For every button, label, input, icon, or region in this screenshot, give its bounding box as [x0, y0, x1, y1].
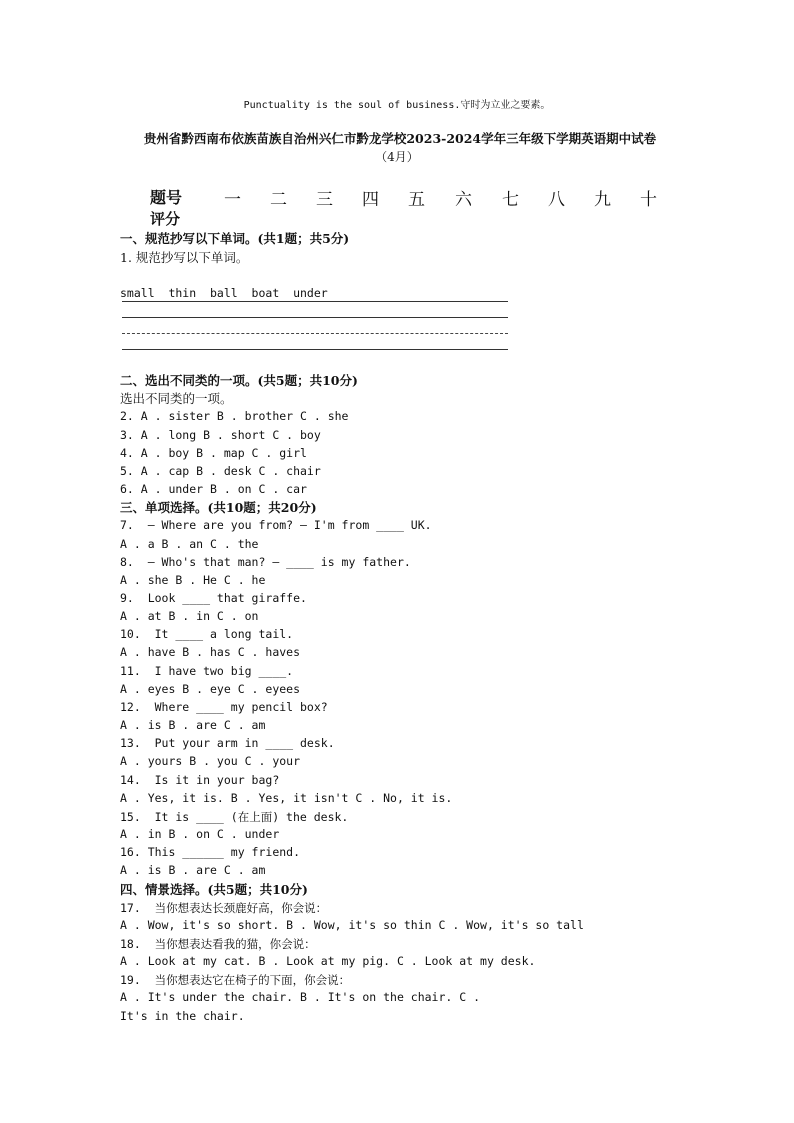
question-10: 10. It ____ a long tail. — [120, 627, 294, 641]
question-16-options: A . is B . are C . am — [120, 863, 266, 877]
score-col-10: 十 — [640, 190, 657, 210]
motto: Punctuality is the soul of business.守时为立业之要素。 — [243, 100, 551, 111]
section-3-heading: 三、单项选择。(共10题；共20分) — [120, 500, 317, 515]
question-4: 4. A . boy B . map C . girl — [120, 446, 307, 460]
question-19: 19. 当你想表达它在椅子的下面，你会说： — [120, 973, 351, 987]
score-table-head: 题号 — [150, 188, 183, 207]
score-col-2: 二 — [270, 190, 287, 210]
score-col-4: 四 — [362, 190, 379, 210]
copy-line-top — [122, 301, 508, 302]
question-2: 2. A . sister B . brother C . she — [120, 409, 349, 423]
question-11-options: A . eyes B . eye C . eyees — [120, 682, 301, 696]
score-col-6: 六 — [455, 190, 472, 210]
section-2-intro: 选出不同类的一项。 — [120, 391, 233, 406]
question-19-options: A . It's under the chair. B . It's on the chair. C . — [120, 990, 481, 1004]
question-18-options: A . Look at my cat. B . Look at my pig. C . Look at my desk. — [120, 954, 536, 968]
question-15: 15. It is ____ (在上面) the desk. — [120, 810, 349, 824]
copy-line-bottom — [122, 349, 508, 350]
question-12: 12. Where ____ my pencil box? — [120, 700, 328, 714]
section-1-heading: 一、规范抄写以下单词。(共1题；共5分) — [120, 231, 350, 246]
copy-line-middle — [122, 333, 508, 334]
question-15-options: A . in B . on C . under — [120, 827, 280, 841]
exam-subtitle: （4月） — [375, 150, 419, 164]
section-4-heading: 四、情景选择。(共5题；共10分) — [120, 882, 308, 897]
question-13: 13. Put your arm in ____ desk. — [120, 736, 335, 750]
score-col-7: 七 — [502, 190, 519, 210]
question-8-options: A . she B . He C . he — [120, 573, 266, 587]
question-9-options: A . at B . in C . on — [120, 609, 259, 623]
copy-line-upper — [122, 317, 508, 318]
exam-title: 贵州省黔西南布依族苗族自治州兴仁市黔龙学校2023-2024学年三年级下学期英语期中试卷 — [143, 131, 657, 146]
question-16: 16. This ______ my friend. — [120, 845, 301, 859]
question-11: 11. I have two big ____. — [120, 664, 294, 678]
question-17: 17. 当你想表达长颈鹿好高，你会说： — [120, 901, 328, 915]
question-18: 18. 当你想表达看我的猫，你会说： — [120, 937, 316, 951]
question-5: 5. A . cap B . desk C . chair — [120, 464, 321, 478]
question-7: 7. — Where are you from? — I'm from ____ UK. — [120, 518, 432, 532]
section-2-heading: 二、选出不同类的一项。(共5题；共10分) — [120, 373, 358, 388]
score-col-9: 九 — [594, 190, 611, 210]
question-17-options: A . Wow, it's so short. B . Wow, it's so thin C . Wow, it's so tall — [120, 918, 584, 932]
question-3: 3. A . long B . short C . boy — [120, 428, 321, 442]
question-12-options: A . is B . are C . am — [120, 718, 266, 732]
question-7-options: A . a B . an C . the — [120, 537, 259, 551]
question-14-options: A . Yes, it is. B . Yes, it isn't C . No, it is. — [120, 791, 453, 805]
question-6: 6. A . under B . on C . car — [120, 482, 307, 496]
score-col-8: 八 — [548, 190, 565, 210]
score-row-label: 评分 — [150, 210, 181, 228]
question-19-options-cont: It's in the chair. — [120, 1009, 245, 1023]
score-col-1: 一 — [224, 190, 241, 210]
question-14: 14. Is it in your bag? — [120, 773, 280, 787]
question-10-options: A . have B . has C . haves — [120, 645, 301, 659]
question-8: 8. — Who's that man? — ____ is my father. — [120, 555, 411, 569]
score-col-3: 三 — [316, 190, 333, 210]
question-13-options: A . yours B . you C . your — [120, 754, 301, 768]
question-9: 9. Look ____ that giraffe. — [120, 591, 307, 605]
score-col-5: 五 — [408, 190, 425, 210]
copy-words: small thin ball boat under — [120, 286, 328, 300]
question-1: 1. 规范抄写以下单词。 — [120, 250, 249, 265]
